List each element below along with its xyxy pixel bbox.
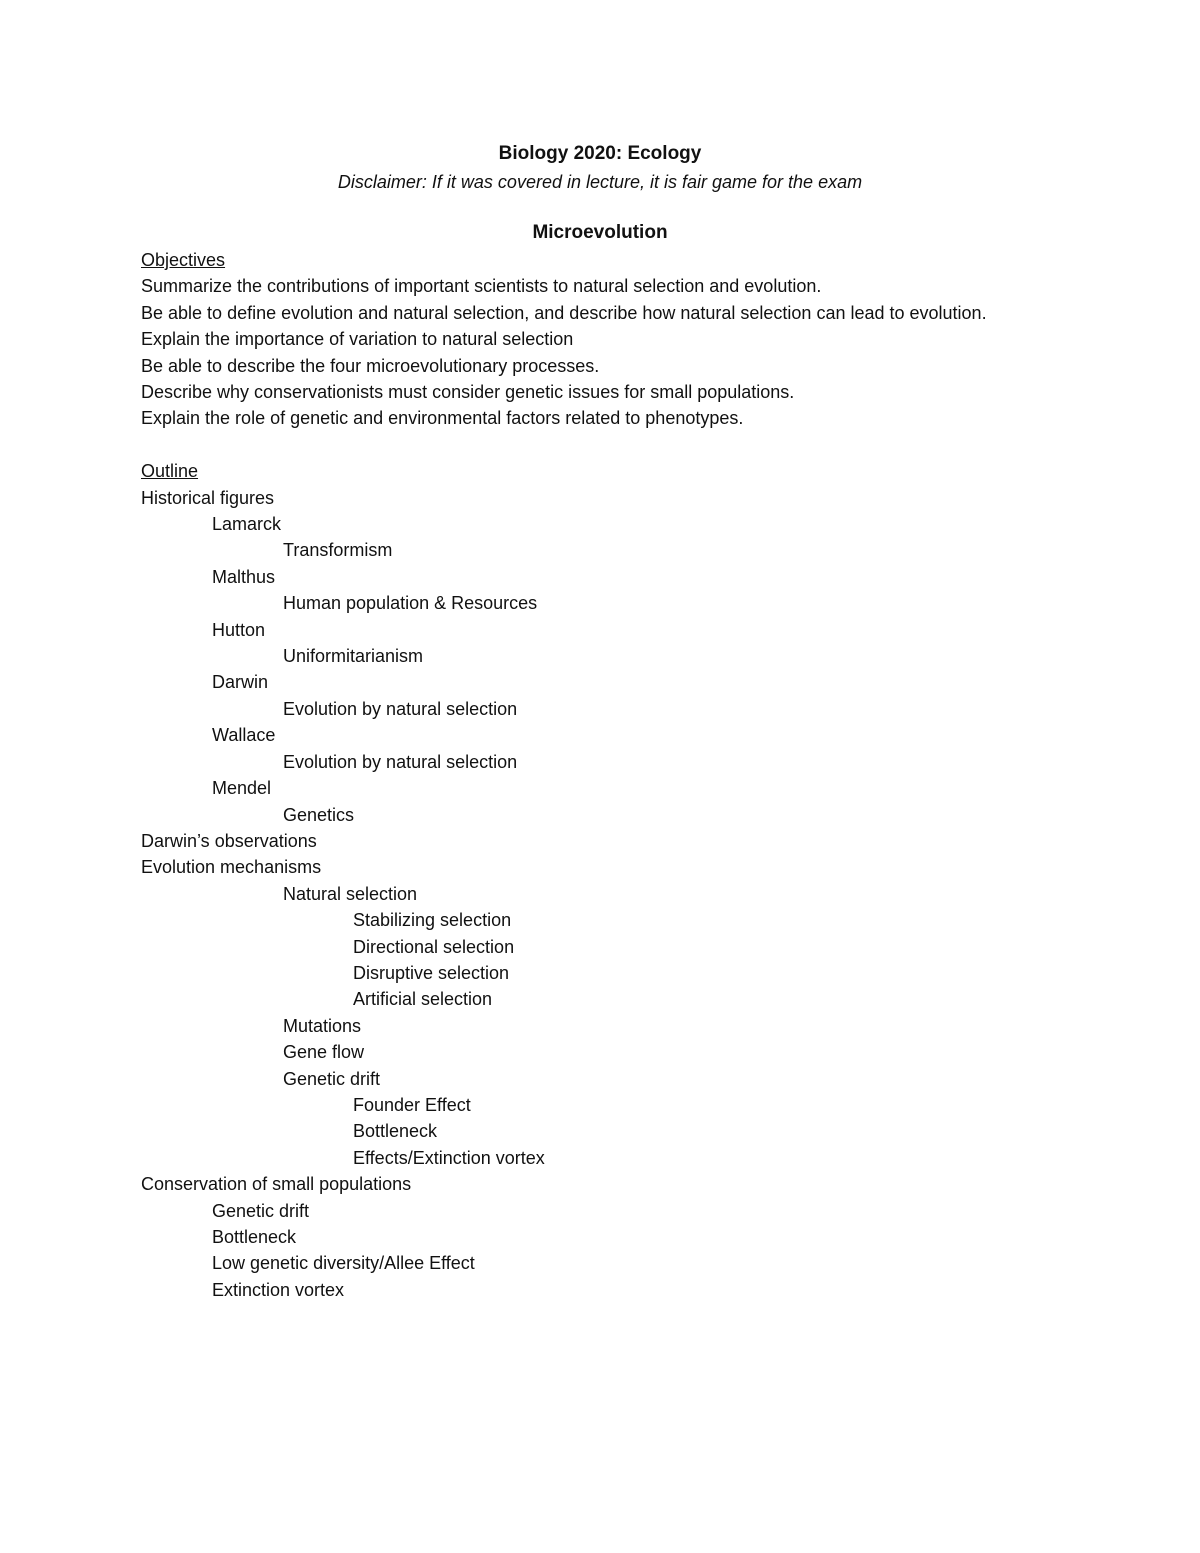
outline-item: Hutton [212,619,266,640]
objectives-list [141,273,1041,431]
disclaimer-text: Disclaimer: If it was covered in lecture, it is fair game for the exam [337,172,863,192]
outline-item: Effects/Extinction vortex [353,1147,545,1168]
document-body [141,140,1041,1303]
outline-label: Outline [141,461,199,482]
outline-item: Founder Effect [353,1094,471,1115]
outline-item: Genetic drift [212,1200,310,1221]
outline-item: Bottleneck [353,1121,438,1142]
outline-item: Evolution by natural selection [283,698,518,719]
outline-item: Low genetic diversity/Allee Effect [212,1253,475,1274]
objective-item: Explain the role of genetic and environmental factors related to phenotypes. [141,408,744,429]
outline-item: Historical figures [141,487,275,508]
outline-item: Conservation of small populations [141,1174,412,1195]
outline-item: Natural selection [283,883,418,904]
outline-item: Transformism [283,540,393,561]
outline-item: Disruptive selection [353,962,510,983]
outline-item: Darwin’s observations [141,830,317,851]
outline-list [141,485,1041,1304]
outline-item: Malthus [212,566,276,587]
outline-item: Stabilizing selection [353,910,512,931]
outline-item: Uniformitarianism [283,646,424,667]
outline-item: Extinction vortex [212,1279,345,1300]
outline-item: Artificial selection [353,989,493,1010]
outline-item: Genetic drift [283,1068,381,1089]
outline-item: Mendel [212,778,272,799]
outline-item: Genetics [283,804,355,825]
outline-item: Directional selection [353,936,515,957]
outline-item: Wallace [212,725,276,746]
outline-item: Evolution by natural selection [283,751,518,772]
section-title: Microevolution [532,222,668,243]
objective-item: Be able to describe the four microevolutionary processes. [141,355,600,376]
outline-item: Gene flow [283,1042,365,1063]
spacer [141,432,1041,458]
objective-item: Be able to define evolution and natural selection, and describe how natural selection can lead to evolution. [141,302,987,323]
outline-item: Darwin [212,672,269,693]
outline-item: Bottleneck [212,1227,297,1248]
outline-item: Evolution mechanisms [141,857,322,878]
objective-item: Describe why conservationists must consider genetic issues for small populations. [141,382,795,403]
objective-item: Explain the importance of variation to natural selection [141,329,574,350]
objectives-label: Objectives [141,250,226,270]
outline-item: Mutations [283,1015,362,1036]
outline-item: Human population & Resources [283,593,538,614]
document-title: Biology 2020: Ecology [498,143,702,164]
outline-item: Lamarck [212,514,282,535]
objective-item: Summarize the contributions of important scientists to natural selection and evolution. [141,276,822,297]
